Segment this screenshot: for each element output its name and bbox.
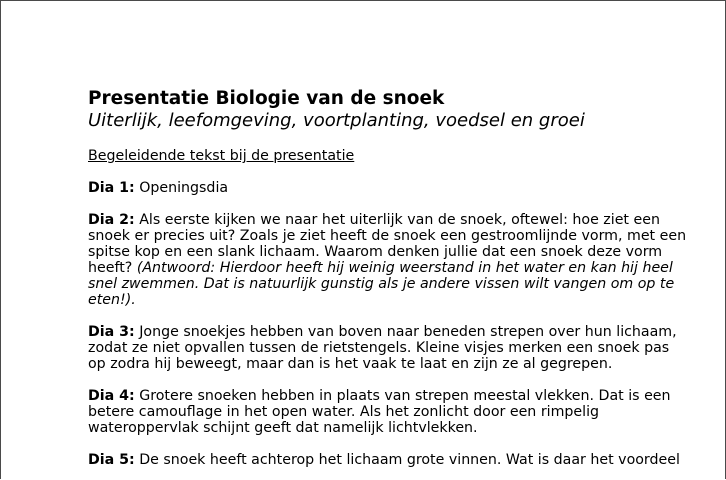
document-body <box>88 88 688 479</box>
slide-paragraph-3 <box>88 324 688 372</box>
document-title: Presentatie Biologie van de snoek <box>88 88 445 109</box>
slide-text: Grotere snoeken hebben in plaats van strepen meestal vlekken. Dat is een betere camouflage in het open water. Als het zonlicht door een rimpelig wateroppervlak schijnt geeft dat namelijk lichtvlekken. <box>88 388 671 436</box>
slide-paragraph-1 <box>88 180 688 196</box>
slide-text: Openingsdia <box>134 180 229 196</box>
section-heading: Begeleidende tekst bij de presentatie <box>88 148 355 164</box>
slide-label: Dia 2: <box>88 212 135 228</box>
slide-text: Als eerste kijken we naar het uiterlijk van de snoek, oftewel: hoe ziet een snoek er precies uit? Zoals je ziet heeft de snoek een gestroomlijnde vorm, met een spitse kop en een slank lichaam. Waarom denken jullie dat een snoek deze vorm heeft? <box>88 212 687 276</box>
slide-label: Dia 3: <box>88 324 135 340</box>
slide-label: Dia 4: <box>88 388 135 404</box>
slide-paragraph-2 <box>88 212 688 308</box>
slide-label: Dia 1: <box>88 180 135 196</box>
slide-paragraph-5 <box>88 452 688 468</box>
slide-label: Dia 5: <box>88 452 135 468</box>
document-subtitle: Uiterlijk, leefomgeving, voortplanting, voedsel en groei <box>88 110 585 131</box>
slide-text: De snoek heeft achterop het lichaam grote vinnen. Wat is daar het voordeel <box>134 452 680 468</box>
slide-answer: (Antwoord: Hierdoor heeft hij weinig weerstand in het water en kan hij heel snel zwemmen. Dat is natuurlijk gunstig als je andere vissen wilt vangen om op te eten!). <box>88 260 675 308</box>
slide-paragraph-4 <box>88 388 688 436</box>
slide-text: Jonge snoekjes hebben van boven naar beneden strepen over hun lichaam, zodat ze niet opvallen tussen de rietstengels. Kleine visjes merken een snoek pas op zodra hij beweegt, maar dan is het vaak te laat en zijn ze al gegrepen. <box>88 324 677 372</box>
